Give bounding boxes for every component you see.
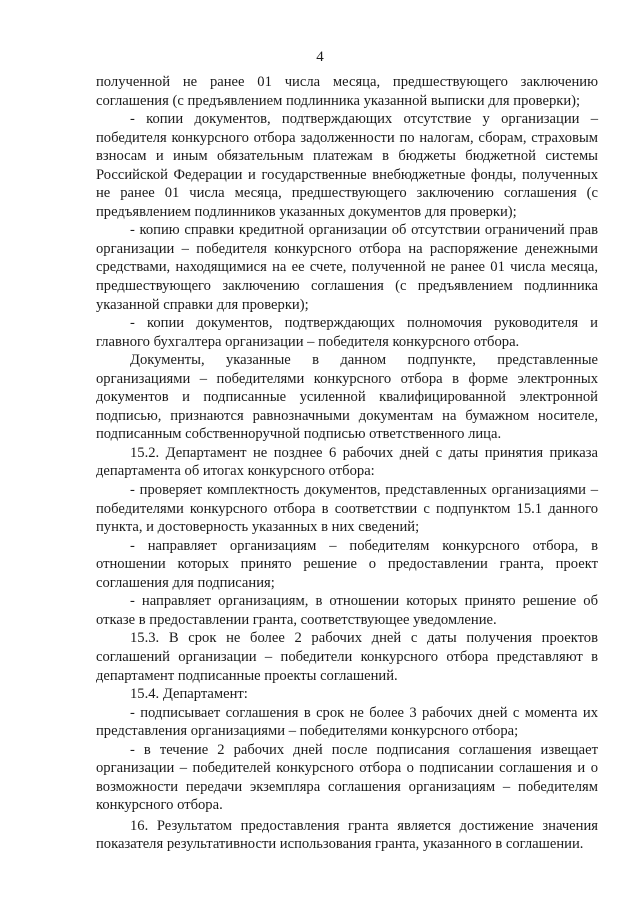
list-item-sends-refusal-notice: - направляет организациям, в отношении которых принято решение об отказе в предоставлении гранта, соответствующее уведомление. — [96, 593, 598, 628]
clause-15-4: 15.4. Департамент: — [130, 686, 248, 703]
list-item-bank-certificate: - копию справки кредитной организации об отсутствии ограничений прав организации – победителя конкурсного отбора на распоряжение денежными средствами, находящимися на ее счете, полученной не ранее 01 числа месяца, предшествующего заключению соглашения (с предъявлением подлинника указанной справки для проверки); — [96, 222, 598, 313]
clause-15-2: 15.2. Департамент не позднее 6 рабочих дней с даты принятия приказа департамента об итогах конкурсного отбора: — [96, 444, 598, 480]
list-item-notifies-signing: - в течение 2 рабочих дней после подписания соглашения извещает организации – победителей конкурсного отбора о подписании соглашения и о возможности передачи экземпляра соглашения организациям – победителям конкурсного отбора. — [96, 741, 598, 814]
clause-15-3: 15.3. В срок не более 2 рабочих дней с даты получения проектов соглашений организации – победители конкурсного отбора представляют в департамент подписанные проекты соглашений. — [96, 630, 598, 684]
list-item-authority-documents: - копии документов, подтверждающих полномочия руководителя и главного бухгалтера организации – победителя конкурсного отбора. — [96, 315, 598, 350]
list-item-tax-debt-documents: - копии документов, подтверждающих отсутствие у организации – победителя конкурсного отбора задолженности по налогам, сборам, страховым взносам и иным обязательным платежам в бюджеты бюджетной системы Российской Федерации и государственные внебюджетные фонды, полученных не ранее 01 числа месяца, предшествующего заключению соглашения (с предъявлением подлинников указанных документов для проверки); — [96, 111, 598, 220]
paragraph-continuation: полученной не ранее 01 числа месяца, предшествующего заключению соглашения (с предъявлением подлинника указанной выписки для проверки); — [96, 74, 598, 109]
clause-16: 16. Результатом предоставления гранта является достижение значения показателя результативности использования гранта, указанного в соглашении. — [96, 817, 598, 853]
list-item-checks-completeness: - проверяет комплектность документов, представленных организациями – победителями конкурсного отбора в соответствии с подпунктом 15.1 данного пункта, и достоверность указанных в них сведений; — [96, 482, 598, 536]
document-body — [96, 73, 598, 854]
page-number: 4 — [316, 49, 324, 65]
list-item-signs-agreements: - подписывает соглашения в срок не более 3 рабочих дней с момента их представления организациями – победителями конкурсного отбора; — [96, 704, 598, 740]
list-item-sends-draft-agreement: - направляет организациям – победителям конкурсного отбора, в отношении которых принято решение о предоставлении гранта, проект соглашения для подписания; — [96, 537, 598, 591]
paragraph-electronic-documents: Документы, указанные в данном подпункте, представленные организациями – победителями конкурсного отбора в форме электронных документов и подписанные усиленной квалифицированной электронной подписью, признаются равнозначными документам на бумажном носителе, подписанным собственноручной подписью ответственного лица. — [96, 352, 598, 443]
